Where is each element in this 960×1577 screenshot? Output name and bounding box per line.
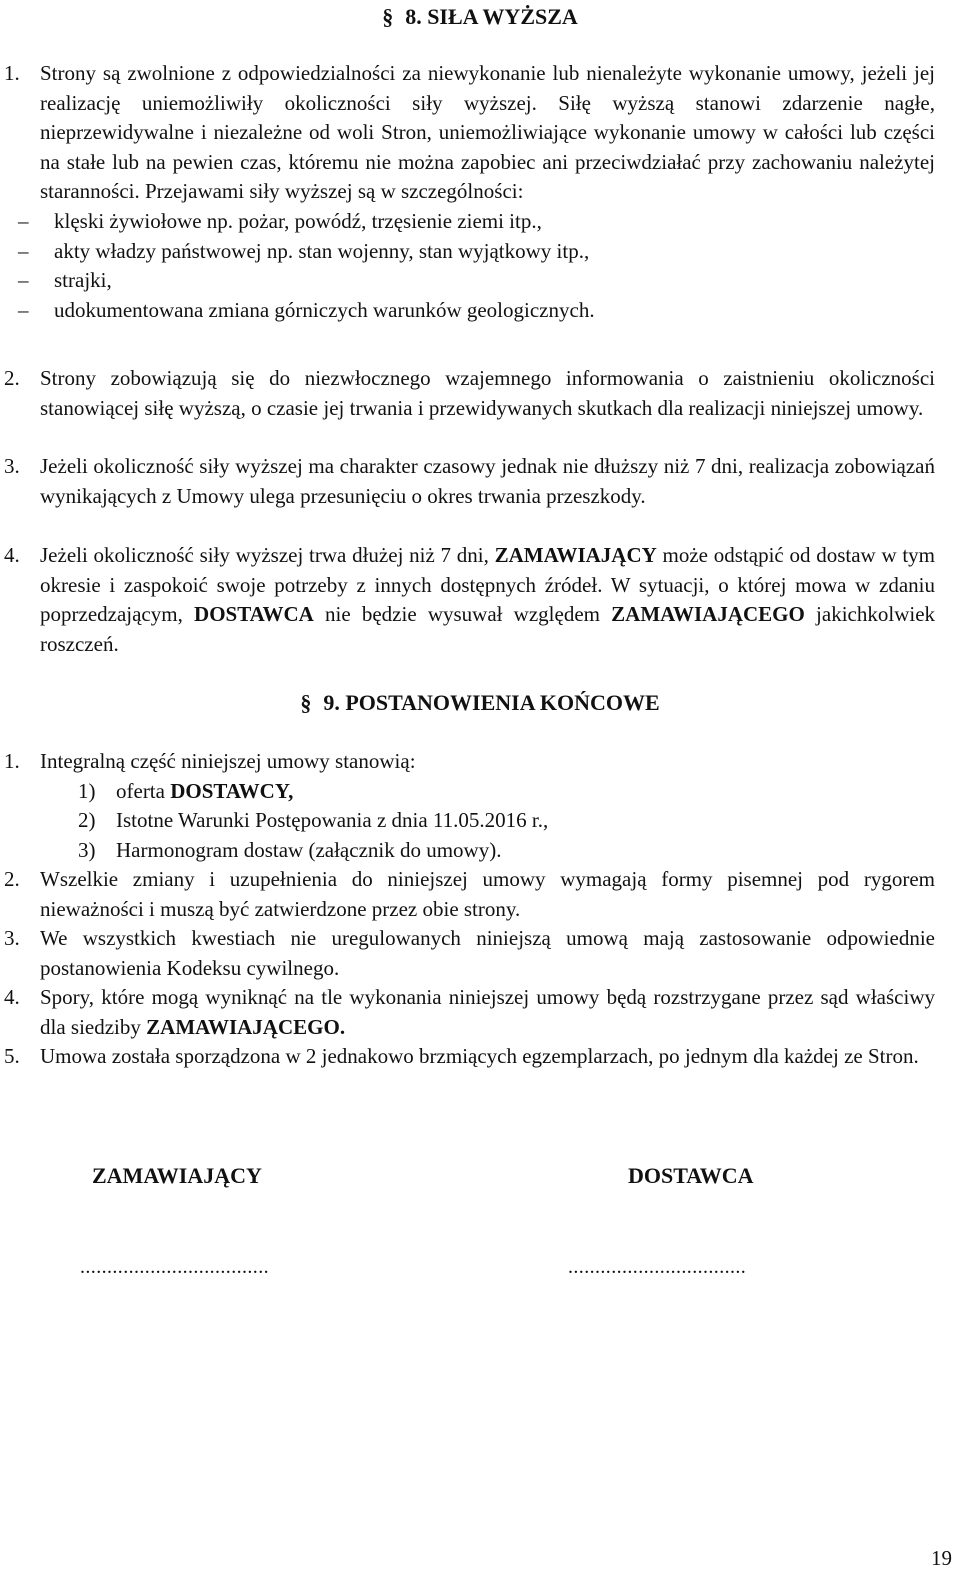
item-number: 1. (4, 749, 20, 773)
s9-item-5 (0, 1042, 935, 1072)
section-8-title: 8. SIŁA WYŻSZA (405, 4, 578, 29)
item-text: Integralną część niniejszej umowy stanowią: (40, 749, 416, 773)
item-number: 3. (4, 926, 20, 950)
list-item (78, 836, 935, 866)
list-item-text: udokumentowana zmiana górniczych warunków geologicznych. (54, 297, 595, 322)
item-text: Umowa została sporządzona w 2 jednakowo brzmiących egzemplarzach, po jednym dla każdej ze Stron. (40, 1044, 919, 1068)
list-item-number: 3) (78, 837, 96, 862)
item-number: 2. (4, 867, 20, 891)
list-item (78, 806, 935, 836)
text-run: może odstąpić od dostaw w tym okresie i zaspokoić swoje potrzeby z innych dostępnych źródeł. W sytuacji, o której mowa w zdaniu poprzedzającym, (40, 543, 936, 627)
list-item (18, 296, 935, 326)
text-run: Jeżeli okoliczność siły wyższej trwa dłużej niż 7 dni, (40, 543, 489, 567)
item-text (40, 541, 935, 659)
s9-item-4 (0, 983, 935, 1042)
section-9-title: 9. POSTANOWIENIA KOŃCOWE (323, 690, 660, 715)
list-item-text: klęski żywiołowe np. pożar, powódź, trzęsienie ziemi itp., (54, 208, 542, 233)
signature-line-supplier: ................................. (568, 1256, 747, 1278)
list-item-number: 2) (78, 808, 96, 833)
list-item-text: strajki, (54, 268, 112, 293)
dash-bullet: – (18, 238, 29, 263)
dash-bullet: – (18, 208, 29, 233)
list-item (18, 237, 935, 267)
item-number: 4. (4, 985, 20, 1009)
item-text: Strony są zwolnione z odpowiedzialności za niewykonanie lub nienależyte wykonanie umowy, jeżeli jej realizację uniemożliwiły okoliczności siły wyższej. Siłę wyższą stanowi zdarzenie nagłe, nieprzewidywalne i niezależne od woli Stron, uniemożliwiające wykonanie umowy w całości lub części na stałe lub na pewien czas, któremu nie można zapobiec ani przeciwdziałać przy zachowaniu należytej staranności. Przejawami siły wyższej są w szczególności: (40, 61, 935, 204)
text-run: jakichkolwiek roszczeń. (40, 602, 936, 656)
list-item-text: akty władzy państwowej np. stan wojenny, stan wyjątkowy itp., (54, 238, 590, 263)
item-number: 1. (4, 61, 20, 85)
party-name: DOSTAWCA (194, 602, 314, 627)
s8-item-3 (0, 452, 935, 511)
dash-bullet: – (18, 268, 29, 293)
section-8-heading (0, 2, 960, 32)
list-item-number: 1) (78, 778, 96, 803)
list-item-text: Harmonogram dostaw (załącznik do umowy). (116, 837, 502, 862)
contract-attachments-list (78, 777, 935, 866)
item-number: 4. (4, 543, 20, 567)
s9-item-2 (0, 865, 935, 924)
signature-label-supplier: DOSTAWCA (628, 1163, 754, 1188)
party-name: ZAMAWIAJĄCEGO (611, 602, 805, 627)
s8-item-4 (0, 541, 935, 659)
list-item-text: Istotne Warunki Postępowania z dnia 11.05.2016 r., (116, 808, 549, 833)
item-text: Wszelkie zmiany i uzupełnienia do niniejszej umowy wymagają formy pisemnej pod rygorem nieważności i muszą być zatwierdzone przez obie strony. (40, 867, 935, 921)
text-run: nie będzie wysuwał względem (325, 602, 600, 627)
item-text: Strony zobowiązują się do niezwłocznego wzajemnego informowania o zaistnieniu okoliczności stanowiącej siłę wyższą, o czasie jej trwania i przewidywanych skutkach dla realizacji niniejszej umowy. (40, 366, 935, 420)
list-item (78, 777, 935, 807)
signature-label-buyer: ZAMAWIAJĄCY (92, 1163, 262, 1188)
item-number: 3. (4, 454, 20, 478)
s8-item-2 (0, 364, 935, 423)
item-number: 2. (4, 366, 20, 390)
item-text (40, 983, 935, 1042)
party-name: ZAMAWIAJĄCEGO. (146, 1014, 346, 1039)
dash-bullet: – (18, 297, 29, 322)
s9-item-1 (0, 747, 935, 865)
item-text: Jeżeli okoliczność siły wyższej ma charakter czasowy jednak nie dłuższy niż 7 dni, realizacja zobowiązań wynikających z Umowy ulega przesunięciu o okres trwania przeszkody. (40, 454, 935, 508)
paragraph-sign: § (382, 4, 394, 29)
text-run: Spory, które mogą wyniknąć na tle wykonania niniejszej umowy będą rozstrzygane przez sąd właściwy dla siedziby (40, 985, 935, 1039)
list-item (18, 266, 935, 296)
signature-line-buyer: ................................... (80, 1256, 269, 1278)
s8-item-1 (0, 59, 935, 325)
paragraph-sign: § (300, 690, 312, 715)
page-number: 19 (931, 1546, 952, 1570)
s9-item-3 (0, 924, 935, 983)
item-number: 5. (4, 1044, 20, 1068)
list-item (18, 207, 935, 237)
force-majeure-examples (18, 207, 935, 325)
list-item-text: oferta (116, 778, 165, 803)
item-text: We wszystkich kwestiach nie uregulowanych niniejszą umową mają zastosowanie odpowiednie postanowienia Kodeksu cywilnego. (40, 926, 935, 980)
section-9-heading (0, 688, 960, 718)
party-name: ZAMAWIAJĄCY (494, 543, 657, 567)
party-name: DOSTAWCY, (170, 778, 294, 803)
